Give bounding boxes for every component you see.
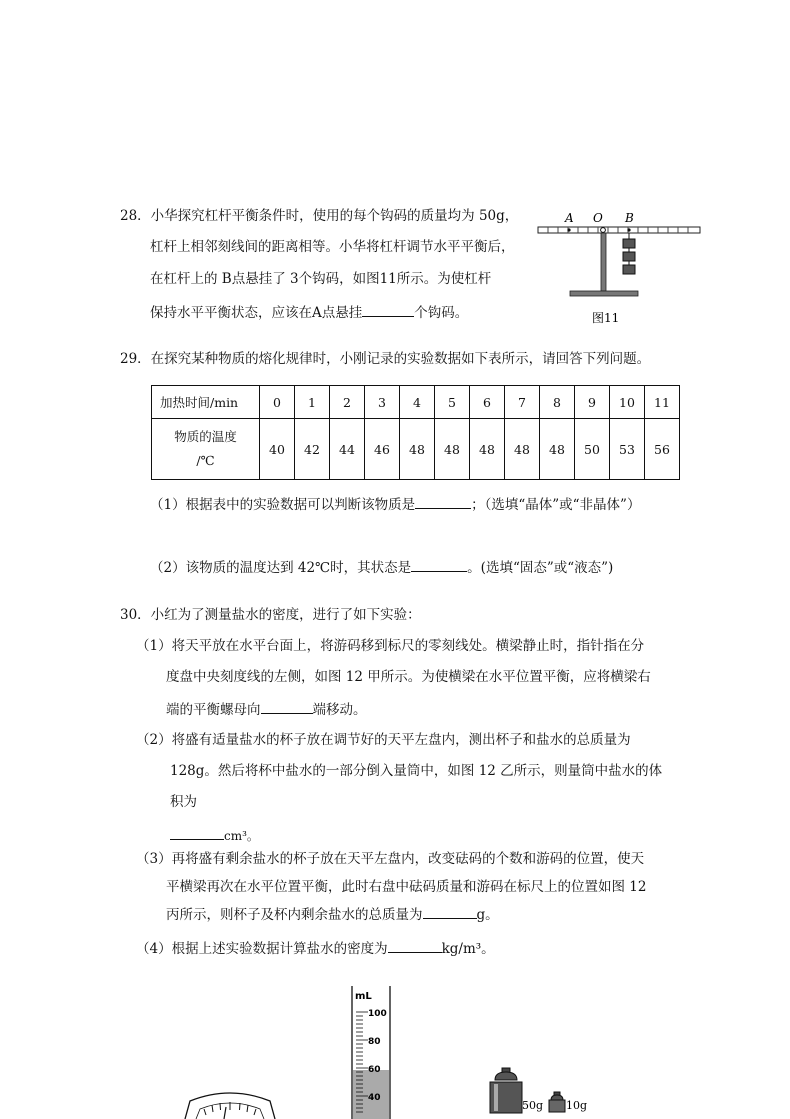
time-cell: 3 (365, 386, 400, 419)
q29-sub2-text: （2）该物质的温度达到 42℃时，其状态是 (150, 560, 412, 576)
q30-s2-unit: cm³。 (224, 829, 259, 843)
temp-cell: 56 (645, 419, 680, 480)
q30-s4 (136, 938, 495, 958)
table-header-time: 加热时间/min (152, 386, 260, 419)
temp-cell: 44 (330, 419, 365, 480)
q30-s1-line-3 (166, 699, 367, 719)
lever-label-b: B (625, 211, 634, 225)
time-cell: 6 (470, 386, 505, 419)
q28-line-3: 在杠杆上的 B点悬挂了 3个钩码，如图11所示。为使杠杆 (150, 271, 492, 287)
q30-s1-line-1: （1）将天平放在水平台面上，将游码移到标尺的零刻线处。横梁静止时，指针指在分 (136, 638, 645, 654)
q30-s3-line-3-end: g。 (476, 907, 499, 923)
cylinder-mark: 100 (368, 1009, 387, 1019)
q30-s4-text: （4）根据上述实验数据计算盐水的密度为 (136, 941, 388, 957)
weight-10g-icon (549, 1092, 565, 1112)
q28-line-1: 28．小华探究杠杆平衡条件时，使用的每个钩码的质量均为 50g， (120, 208, 519, 224)
temp-cell: 48 (470, 419, 505, 480)
q29-sub2-end: 。(选填“固态”或“液态”) (467, 560, 614, 576)
fig11-caption: 图11 (592, 311, 620, 325)
q28-answer-blank[interactable] (362, 302, 414, 317)
time-cell: 7 (505, 386, 540, 419)
lever-label-a: A (565, 211, 574, 225)
q28-line-4-text: 保持水平平衡状态，应该在A点悬挂 (150, 305, 363, 321)
melting-data-table (151, 385, 680, 480)
q30-s3-blank[interactable] (423, 904, 477, 919)
temp-cell: 48 (540, 419, 575, 480)
balance-dial-figure (180, 1085, 280, 1119)
q29-sub1-blank[interactable] (415, 494, 471, 509)
time-cell: 4 (400, 386, 435, 419)
temp-cell: 48 (435, 419, 470, 480)
table-row-time (152, 386, 680, 419)
table-row-temperature (152, 419, 680, 480)
q30-s1-line-2: 度盘中央刻度线的左侧，如图 12 甲所示。为使横梁在水平位置平衡，应将横梁右 (166, 669, 651, 685)
temp-cell: 40 (260, 419, 295, 480)
weights-figure (486, 1062, 596, 1119)
q29-sub1-end: ；（选填“晶体”或“非晶体”） (471, 497, 641, 513)
temp-cell: 48 (400, 419, 435, 480)
temp-cell: 42 (295, 419, 330, 480)
q30-s1-line-3-end: 端移动。 (312, 702, 367, 718)
q30-intro: 30．小红为了测量盐水的密度，进行了如下实验： (120, 607, 421, 623)
q29-sub2-blank[interactable] (411, 557, 467, 572)
weight-50g-label: 50g (522, 1099, 544, 1112)
q30-s1-line-3-text: 端的平衡螺母向 (166, 702, 261, 718)
temp-cell: 48 (505, 419, 540, 480)
graduated-cylinder-figure (346, 978, 396, 1119)
time-cell: 5 (435, 386, 470, 419)
cylinder-mark: 40 (368, 1093, 381, 1103)
lever-bar (538, 227, 700, 233)
temp-cell: 50 (575, 419, 610, 480)
lever-figure (530, 205, 705, 330)
q28-line-4 (150, 302, 468, 322)
time-cell: 10 (610, 386, 645, 419)
q30-s3-line-2: 平横梁再次在水平位置平衡，此时右盘中砝码质量和游码在标尺上的位置如图 12 (166, 879, 647, 895)
time-cell: 8 (540, 386, 575, 419)
lever-label-o: O (593, 211, 603, 225)
temp-cell: 46 (365, 419, 400, 480)
q30-s3-line-3-text: 丙所示，则杯子及杯内剩余盐水的总质量为 (166, 907, 423, 923)
q28-line-2: 杠杆上相邻刻线间的距离相等。小华将杠杆调节水平平衡后， (150, 239, 515, 255)
weight-10g-label: 10g (566, 1099, 588, 1112)
time-cell: 1 (295, 386, 330, 419)
q30-s3-line-1: （3）再将盛有剩余盐水的杯子放在天平左盘内，改变砝码的个数和游码的位置，使天 (136, 851, 645, 867)
time-cell: 0 (260, 386, 295, 419)
q30-s4-blank[interactable] (388, 938, 442, 953)
q30-s2-line-2: 128g。然后将杯中盐水的一部分倒入量筒中，如图 12 乙所示，则量筒中盐水的体 (170, 763, 663, 779)
q29-intro: 29．在探究某种物质的熔化规律时，小刚记录的实验数据如下表所示，请回答下列问题。 (120, 351, 651, 367)
time-cell: 9 (575, 386, 610, 419)
q29-sub2 (150, 557, 613, 577)
temp-header-line-1: 物质的温度 (174, 429, 237, 444)
q30-s1-blank[interactable] (261, 699, 313, 714)
hook-weights (623, 233, 635, 274)
cylinder-mark: 60 (368, 1065, 381, 1075)
q29-sub1 (150, 494, 640, 514)
cylinder-mark: 80 (368, 1037, 381, 1047)
q30-s3-line-3 (166, 904, 499, 924)
time-cell: 11 (645, 386, 680, 419)
table-header-temperature (152, 419, 260, 480)
temp-cell: 53 (610, 419, 645, 480)
weight-50g-icon (490, 1068, 522, 1113)
q30-s2-line-3: 积为 (170, 794, 197, 810)
q30-s2-line-1: （2）将盛有适量盐水的杯子放在调节好的天平左盘内，测出杯子和盐水的总质量为 (136, 732, 631, 748)
q28-line-4-end: 个钩码。 (414, 305, 469, 321)
q30-s2-line-4 (170, 825, 259, 845)
time-cell: 2 (330, 386, 365, 419)
temp-header-line-2: /℃ (196, 453, 215, 468)
cylinder-unit-label: mL (355, 991, 372, 1002)
q29-sub1-text: （1）根据表中的实验数据可以判断该物质是 (150, 497, 416, 513)
q30-s4-end: kg/m³。 (441, 941, 495, 957)
lever-stand (570, 228, 638, 296)
q30-s2-blank[interactable] (170, 825, 224, 840)
